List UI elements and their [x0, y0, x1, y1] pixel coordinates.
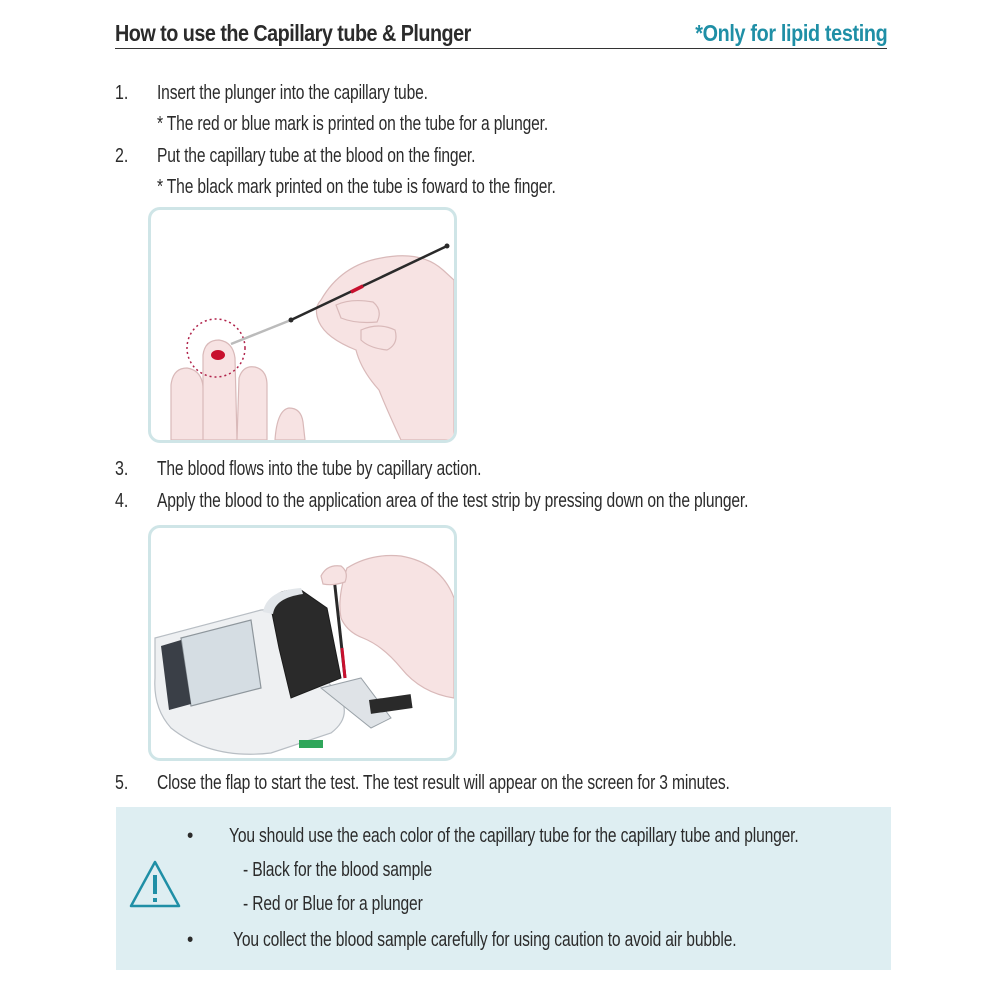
- caution-line-2: - Black for the blood sample: [243, 859, 433, 881]
- device-strip-illustration: [148, 525, 457, 761]
- warning-triangle-icon: [128, 859, 182, 909]
- page-title: How to use the Capillary tube & Plunger: [115, 20, 471, 46]
- finger-tube-illustration: [148, 207, 457, 443]
- caution-bullet-1: •: [187, 825, 194, 847]
- step-1-text: Insert the plunger into the capillary tube.: [157, 82, 428, 104]
- blood-drop-icon: [211, 350, 225, 360]
- step-2-number: 2.: [115, 145, 129, 167]
- device-drawing: [151, 528, 454, 758]
- step-2-text: Put the capillary tube at the blood on the finger.: [157, 145, 476, 167]
- step-4-text: Apply the blood to the application area of the test strip by pressing down on the plunger.: [157, 490, 749, 512]
- lipid-testing-note: *Only for lipid testing: [694, 20, 887, 46]
- page-header: [115, 20, 887, 49]
- caution-box: [116, 807, 891, 970]
- step-5-text: Close the flap to start the test. The test result will appear on the screen for 3 minutes.: [157, 772, 730, 794]
- step-1-note: * The red or blue mark is printed on the tube for a plunger.: [157, 113, 548, 135]
- step-1-number: 1.: [115, 82, 129, 104]
- step-2-note: * The black mark printed on the tube is foward to the finger.: [157, 176, 556, 198]
- step-4-number: 4.: [115, 490, 129, 512]
- step-3-number: 3.: [115, 458, 129, 480]
- caution-bullet-2: •: [187, 929, 194, 951]
- caution-line-4: You collect the blood sample carefully for using caution to avoid air bubble.: [233, 929, 737, 951]
- finger-tube-drawing: [151, 210, 454, 440]
- step-3-text: The blood flows into the tube by capillary action.: [157, 458, 482, 480]
- step-5-number: 5.: [115, 772, 129, 794]
- caution-line-1: You should use the each color of the capillary tube for the capillary tube and plunger.: [229, 825, 799, 847]
- caution-line-3: - Red or Blue for a plunger: [243, 893, 423, 915]
